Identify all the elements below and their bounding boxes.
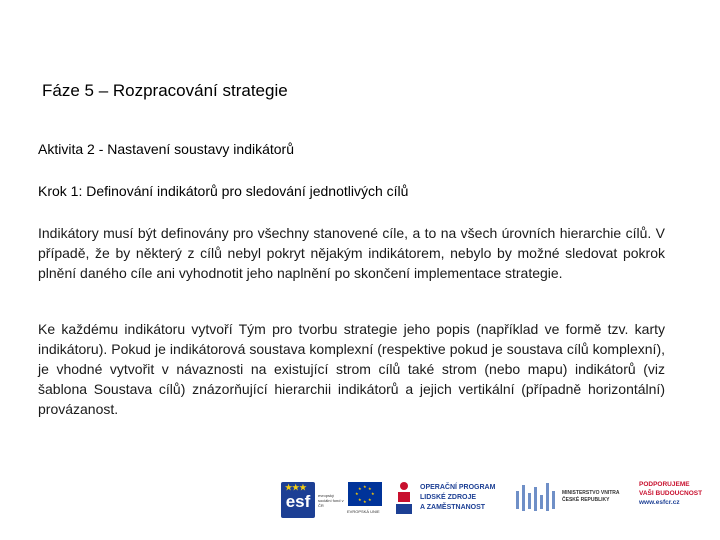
ministry-line2: ČESKÉ REPUBLIKY — [562, 497, 610, 503]
step-heading: Krok 1: Definování indikátorů pro sledování jednotlivých cílů — [38, 183, 409, 199]
esf-logo — [281, 482, 315, 518]
esf-small-text: evropský sociální fond v ČR — [318, 493, 344, 508]
esf-url-link[interactable]: www.esfcr.cz — [639, 499, 680, 506]
slide-title: Fáze 5 – Rozpracování strategie — [42, 81, 288, 100]
slogan-line2: VAŠI BUDOUCNOST — [639, 490, 703, 497]
op-line1: OPERAČNÍ PROGRAM — [420, 484, 496, 491]
footer-logos — [0, 476, 720, 526]
op-text — [420, 483, 510, 513]
op-line2: LIDSKÉ ZDROJE — [420, 494, 477, 501]
op-people-icon — [394, 480, 414, 516]
paragraph-indicators: Indikátory musí být definovány pro všechny stanovené cíle, a to na všech úrovních hierarchie cílů. V případě, že by některý z cílů nebyl pokryt nějakým indikátorem, nebylo by možné sledovat pokrok plnění daného cíle ani vyhodnotit jeho naplnění po skončení implementace strategie. — [38, 225, 665, 281]
eu-flag-icon: ★ ★ ★ ★ ★ ★ ★ ★ — [348, 482, 382, 506]
slogan-line1: PODPORUJEME — [639, 481, 690, 488]
eu-text: EVROPSKÁ UNIE — [347, 509, 380, 514]
op-line3: A ZAMĚSTNANOST — [420, 504, 486, 511]
activity-heading: Aktivita 2 - Nastavení soustavy indikátorů — [38, 141, 295, 157]
ministry-text — [562, 490, 632, 504]
esf-logo-text: esf — [285, 492, 311, 511]
esf-stars-icon: ★★★ — [285, 483, 307, 492]
ministry-line1: MINISTERSTVO VNITRA — [562, 490, 620, 496]
support-slogan — [639, 480, 719, 507]
ministry-emblem-icon — [514, 481, 558, 515]
paragraph-description: Ke každému indikátoru vytvoří Tým pro tvorbu strategie jeho popis (například ve formě tzv. karty indikátoru). Pokud je indikátorová soustava komplexní (respektive pokud je soustava cílů komplexní), je vhodné vytvořit v návaznosti na existující strom cílů také strom (nebo mapu) indikátorů (viz šablona Soustava cílů) znázorňující hierarchii indikátorů a jejich vertikální (případně horizontální) provázanost. — [38, 321, 665, 417]
